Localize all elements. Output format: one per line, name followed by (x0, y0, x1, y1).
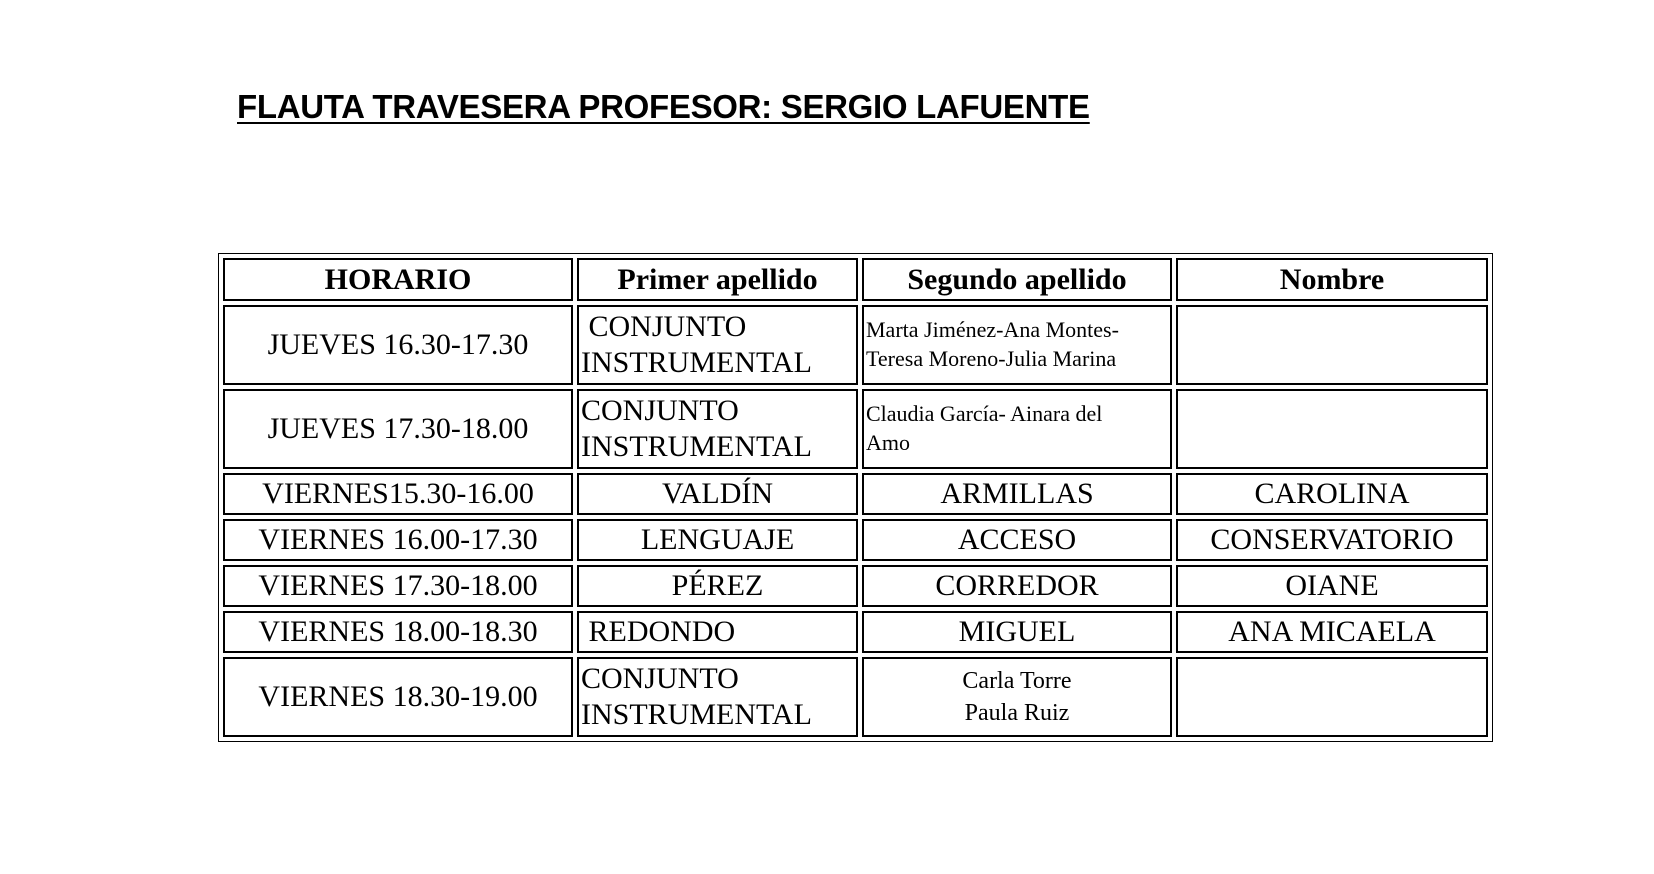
table-row (223, 611, 1488, 653)
cell-horario: VIERNES 18.00-18.30 (223, 611, 573, 653)
table-row (223, 657, 1488, 737)
cell-line: CONJUNTO (581, 310, 747, 343)
cell-primer-apellido: PÉREZ (577, 565, 858, 607)
cell-line: Amo (866, 430, 910, 455)
cell-primer-apellido (577, 611, 858, 653)
cell-line: REDONDO (588, 615, 736, 648)
cell-horario: VIERNES 18.30-19.00 (223, 657, 573, 737)
cell-nombre: CONSERVATORIO (1176, 519, 1488, 561)
cell-segundo-apellido: ARMILLAS (862, 473, 1172, 515)
cell-line: CONJUNTO (581, 662, 739, 695)
table-row (223, 565, 1488, 607)
cell-nombre: OIANE (1176, 565, 1488, 607)
cell-line: Marta Jiménez-Ana Montes- (866, 317, 1119, 343)
cell-line: Carla Torre (962, 667, 1072, 694)
cell-line: INSTRUMENTAL (581, 698, 812, 731)
table-row (223, 305, 1488, 385)
cell-horario: JUEVES 16.30-17.30 (223, 305, 573, 385)
cell-horario: VIERNES15.30-16.00 (223, 473, 573, 515)
cell-segundo-apellido: ACCESO (862, 519, 1172, 561)
cell-nombre (1176, 657, 1488, 737)
cell-segundo-apellido (862, 657, 1172, 737)
cell-line: Paula Ruiz (964, 700, 1070, 726)
cell-segundo-apellido: CORREDOR (862, 565, 1172, 607)
cell-segundo-apellido (862, 305, 1172, 385)
cell-segundo-apellido (862, 389, 1172, 469)
table-row (223, 519, 1488, 561)
header-nombre: Nombre (1176, 258, 1488, 301)
table-row (223, 389, 1488, 469)
cell-nombre: CAROLINA (1176, 473, 1488, 515)
cell-line: INSTRUMENTAL (581, 430, 812, 463)
cell-primer-apellido (577, 657, 858, 737)
cell-line: CONJUNTO (581, 394, 739, 427)
cell-line: Claudia García- Ainara del (866, 401, 1103, 427)
cell-horario: JUEVES 17.30-18.00 (223, 389, 573, 469)
schedule-table (218, 253, 1493, 742)
cell-primer-apellido: LENGUAJE (577, 519, 858, 561)
cell-nombre (1176, 305, 1488, 385)
cell-segundo-apellido: MIGUEL (862, 611, 1172, 653)
cell-primer-apellido (577, 305, 858, 385)
header-segundo-apellido: Segundo apellido (862, 258, 1172, 301)
header-primer-apellido: Primer apellido (577, 258, 858, 301)
cell-primer-apellido (577, 389, 858, 469)
page-title: FLAUTA TRAVESERA PROFESOR: SERGIO LAFUENTE (237, 88, 1090, 125)
cell-horario: VIERNES 16.00-17.30 (223, 519, 573, 561)
cell-nombre: ANA MICAELA (1176, 611, 1488, 653)
cell-primer-apellido: VALDÍN (577, 473, 858, 515)
cell-line: INSTRUMENTAL (581, 346, 812, 379)
header-horario: HORARIO (223, 258, 573, 301)
cell-horario: VIERNES 17.30-18.00 (223, 565, 573, 607)
table-row (223, 473, 1488, 515)
table-header-row (223, 258, 1488, 301)
cell-nombre (1176, 389, 1488, 469)
cell-line: Teresa Moreno-Julia Marina (866, 346, 1117, 371)
